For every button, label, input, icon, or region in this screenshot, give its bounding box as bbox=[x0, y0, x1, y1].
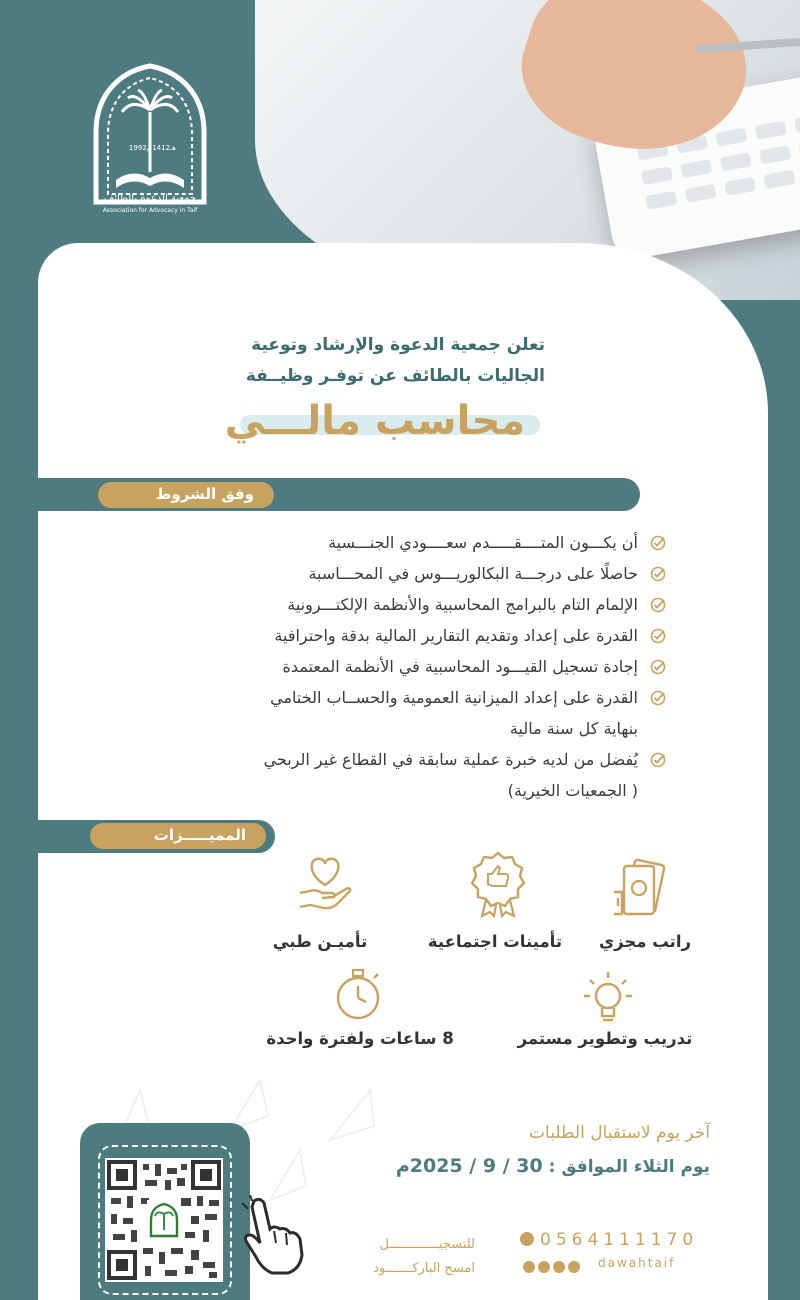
check-icon bbox=[650, 752, 666, 768]
list-item bbox=[150, 682, 670, 744]
check-icon bbox=[650, 566, 666, 582]
condition-text: الإلمام التام بالبرامج المحاسبية والأنظمة الإلكتـــرونية bbox=[287, 595, 638, 614]
instagram-icon[interactable] bbox=[538, 1261, 550, 1273]
condition-text: القدرة على إعداد الميزانية العمومية والحســاب الختامي bbox=[270, 688, 638, 707]
deadline-date-line bbox=[350, 1146, 710, 1187]
check-icon bbox=[650, 690, 666, 706]
list-item bbox=[150, 651, 670, 682]
condition-text: إجادة تسجيل القيـــود المحاسبية في الأنظمة المعتمدة bbox=[282, 657, 638, 676]
check-icon bbox=[650, 597, 666, 613]
check-icon bbox=[650, 659, 666, 675]
feature-training: تدريب وتطوير مستمر bbox=[517, 1029, 693, 1048]
condition-text: أن يكـــون المتــــقـــــدم سعــــودي الجنـــسية bbox=[328, 533, 638, 552]
youtube-icon[interactable] bbox=[553, 1261, 565, 1273]
condition-text-continued: بنهاية كل سنة مالية bbox=[509, 719, 638, 738]
logo-years bbox=[128, 141, 178, 153]
registration-line-2: امسح الباركـــــــود bbox=[373, 1261, 475, 1276]
social-handle: dawahtaif bbox=[598, 1256, 676, 1270]
feature-salary: راتب مجزي bbox=[598, 932, 692, 951]
condition-text: يُفضل من لديه خبرة عملية سابقة في القطاع غير الربحي bbox=[263, 750, 638, 769]
phone-row[interactable] bbox=[520, 1230, 720, 1250]
deadline-block bbox=[350, 1120, 710, 1187]
list-item bbox=[150, 558, 670, 589]
logo-english: Association for Advocacy in Taif bbox=[102, 207, 198, 214]
x-icon[interactable] bbox=[523, 1261, 535, 1273]
condition-text: القدرة على إعداد وتقديم التقارير المالية بدقة واحترافية bbox=[274, 626, 638, 645]
badge-thumbs-up-icon bbox=[470, 850, 526, 918]
list-item bbox=[150, 744, 670, 806]
social-icons bbox=[523, 1258, 583, 1277]
feature-working-hours: 8 ساعات ولفترة واحدة bbox=[266, 1029, 454, 1048]
lightbulb-icon bbox=[582, 968, 634, 1026]
deadline-prefix: يوم الثلاء الموافق : bbox=[548, 1157, 710, 1177]
list-item bbox=[150, 527, 670, 558]
job-title: محاسب مالـــي bbox=[224, 398, 526, 444]
features-heading: المميـــــزات bbox=[90, 823, 266, 849]
list-item bbox=[150, 589, 670, 620]
registration-line-1: للتسجيـــــــــــــل bbox=[379, 1237, 475, 1252]
logo-year-left: 1992م bbox=[128, 144, 152, 152]
check-icon bbox=[650, 628, 666, 644]
conditions-heading: وفق الشروط bbox=[98, 482, 274, 508]
qr-code[interactable] bbox=[105, 1158, 223, 1282]
condition-text-continued: ( الجمعيات الخيرية) bbox=[507, 781, 638, 800]
phone-number: 0564111170 bbox=[540, 1230, 699, 1250]
logo-name: جمعية الدعوة بالطائف bbox=[103, 193, 197, 204]
intro-line-1: تعلن جمعية الدعوة والإرشاد وتوعية bbox=[251, 335, 545, 355]
condition-text: حاصلًا على درجـــة البكالوريـــوس في المحـــاسبة bbox=[308, 564, 638, 583]
heart-hand-icon bbox=[296, 853, 354, 911]
conditions-band bbox=[0, 478, 640, 511]
whatsapp-icon bbox=[520, 1232, 534, 1246]
deadline-date: 30 / 9 / 2025م bbox=[395, 1155, 543, 1177]
logo-year-right: 1412هـ bbox=[152, 144, 176, 152]
list-item bbox=[150, 620, 670, 651]
association-logo-icon bbox=[88, 62, 212, 212]
announcement-intro bbox=[200, 330, 545, 392]
pointing-hand-icon bbox=[240, 1195, 310, 1275]
logo-caption bbox=[80, 193, 220, 217]
registration-text bbox=[325, 1233, 475, 1281]
deadline-title: آخر يوم لاستقبال الطلبات bbox=[529, 1123, 710, 1143]
salary-icon bbox=[612, 858, 666, 916]
intro-line-2: الجاليات بالطائف عن توفـر وظيــفة bbox=[245, 366, 545, 386]
conditions-list bbox=[150, 527, 670, 806]
check-icon bbox=[650, 535, 666, 551]
feature-medical-insurance: تأميـن طبي bbox=[272, 932, 368, 951]
feature-social-insurance: تأمينات اجتماعية bbox=[427, 932, 563, 951]
stopwatch-icon bbox=[332, 966, 384, 1024]
snapchat-icon[interactable] bbox=[568, 1261, 580, 1273]
